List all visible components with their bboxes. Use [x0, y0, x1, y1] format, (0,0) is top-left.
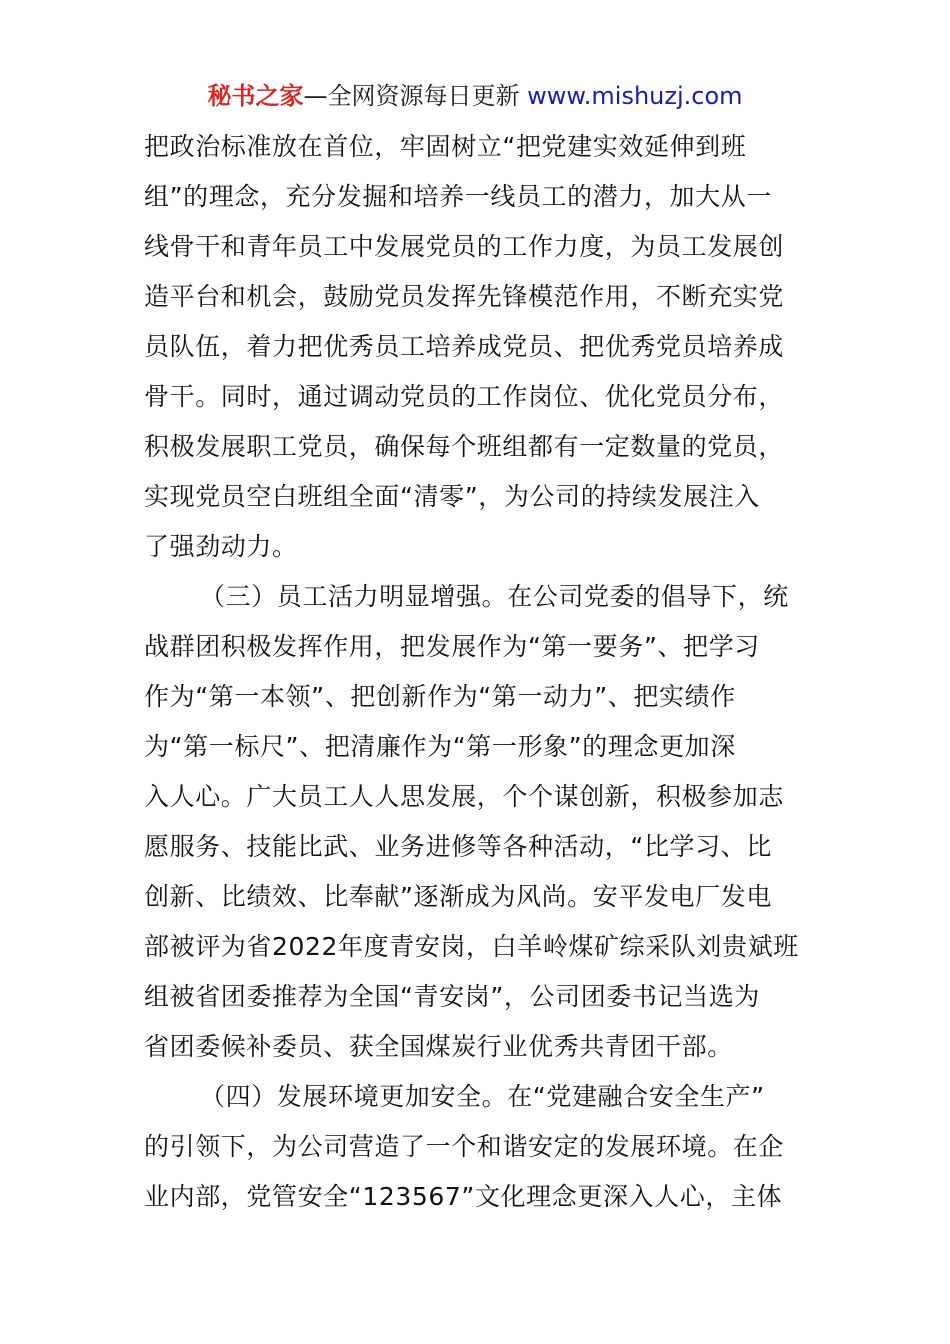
- text-line: 业内部，党管安全“123567”文化理念更深入人心，主体: [144, 1182, 783, 1211]
- text-line: 部被评为省2022年度青安岗，白羊岭煤矿综采队刘贵斌班: [144, 932, 799, 961]
- text-line: 创新、比绩效、比奉献”逐渐成为风尚。安平发电厂发电: [144, 882, 772, 911]
- text-line: 实现党员空白班组全面“清零”，为公司的持续发展注入: [144, 482, 760, 511]
- section-heading-line: （四）发展环境更加安全。在“党建融合安全生产”: [200, 1082, 765, 1111]
- text-line: 省团委候补委员、获全国煤炭行业优秀共青团干部。: [144, 1032, 733, 1061]
- header-url[interactable]: www.mishuzj.com: [527, 82, 743, 110]
- text-line: 员队伍，着力把优秀员工培养成党员、把优秀党员培养成: [144, 332, 785, 361]
- text-line: 为“第一标尺”、把清廉作为“第一形象”的理念更加深: [144, 732, 736, 761]
- brand-name: 秘书之家: [207, 82, 304, 110]
- text-line: 组”的理念，充分发掘和培养一线员工的潜力，加大从一: [144, 182, 772, 211]
- text-line: 战群团积极发挥作用，把发展作为“第一要务”、把学习: [144, 632, 760, 661]
- text-line: 积极发展职工党员，确保每个班组都有一定数量的党员，: [144, 432, 785, 461]
- text-line: 线骨干和青年员工中发展党员的工作力度，为员工发展创: [144, 232, 785, 261]
- document-body: [144, 122, 814, 1222]
- text-line: 入人心。广大员工人人思发展，个个谋创新，积极参加志: [144, 782, 785, 811]
- text-line: 作为“第一本领”、把创新作为“第一动力”、把实绩作: [144, 682, 736, 711]
- text-line: 造平台和机会，鼓励党员发挥先锋模范作用，不断充实党: [144, 282, 785, 311]
- text-line: 组被省团委推荐为全国“青安岗”，公司团委书记当选为: [144, 982, 760, 1011]
- header-tagline: —全网资源每日更新: [303, 82, 528, 110]
- text-line: 了强劲动力。: [144, 532, 298, 561]
- text-line: 把政治标准放在首位，牢固树立“把党建实效延伸到班: [144, 132, 747, 161]
- text-line: 的引领下，为公司营造了一个和谐安定的发展环境。在企: [144, 1132, 785, 1161]
- text-line: 愿服务、技能比武、业务进修等各种活动，“比学习、比: [144, 832, 772, 861]
- text-line: 骨干。同时，通过调动党员的工作岗位、优化党员分布，: [144, 382, 785, 411]
- section-heading-line: （三）员工活力明显增强。在公司党委的倡导下，统: [200, 582, 789, 611]
- page-header: [0, 80, 950, 112]
